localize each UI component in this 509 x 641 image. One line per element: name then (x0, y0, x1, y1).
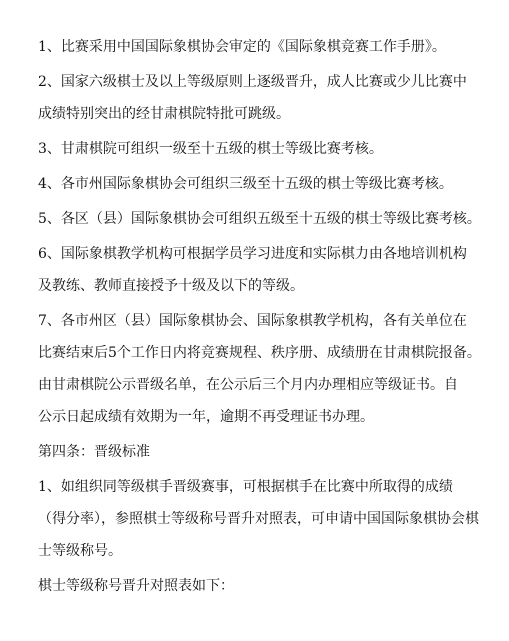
text-line: 成绩特别突出的经甘肃棋院特批可跳级。 (38, 106, 290, 122)
text-line: 1、如组织同等级棋手晋级赛事，可根据棋手在比赛中所取得的成绩 (38, 479, 453, 495)
text-line: 6、国际象棋教学机构可根据学员学习进度和实际棋力由各地培训机构 (38, 246, 467, 262)
document-body (38, 31, 481, 605)
paragraph-standard-1 (38, 471, 478, 567)
text-line: 3、甘肃棋院可组织一级至十五级的棋士等级比赛考核。 (38, 141, 383, 157)
text-line: 2、国家六级棋士及以上等级原则上逐级晋升，成人比赛或少儿比赛中 (38, 74, 467, 90)
text-line: 4、各市州国际象棋协会可组织三级至十五级的棋士等级比赛考核。 (38, 176, 453, 192)
paragraph-rule-4 (38, 168, 478, 200)
paragraph-rule-7 (38, 305, 481, 433)
paragraph-rule-2 (38, 66, 478, 130)
text-line: 公示日起成绩有效期为一年，逾期不再受理证书办理。 (38, 409, 374, 425)
text-line: 7、各市州区（县）国际象棋协会、国际象棋教学机构，各有关单位在 (38, 313, 467, 329)
paragraph-rule-1 (38, 31, 478, 63)
text-line: 第四条：晋级标准 (38, 444, 150, 460)
paragraph-rule-3 (38, 133, 478, 165)
text-line: 比赛结束后5个工作日内将竞赛规程、秩序册、成绩册在甘肃棋院报备。 (38, 345, 481, 361)
paragraph-table-intro (38, 570, 478, 602)
paragraph-rule-5 (38, 203, 481, 235)
text-line: 1、比赛采用中国国际象棋协会审定的《国际象棋竞赛工作手册》。 (38, 39, 446, 55)
section-heading (38, 436, 478, 468)
paragraph-rule-6 (38, 238, 478, 302)
text-line: 士等级称号。 (38, 543, 122, 559)
text-line: 由甘肃棋院公示晋级名单，在公示后三个月内办理相应等级证书。自 (38, 377, 458, 393)
text-line: 棋士等级称号晋升对照表如下： (38, 578, 234, 594)
text-line: 及教练、教师直接授予十级及以下的等级。 (38, 278, 304, 294)
text-line: （得分率），参照棋士等级称号晋升对照表，可申请中国国际象棋协会棋 (38, 511, 479, 527)
text-line: 5、各区（县）国际象棋协会可组织五级至十五级的棋士等级比赛考核。 (38, 211, 481, 227)
